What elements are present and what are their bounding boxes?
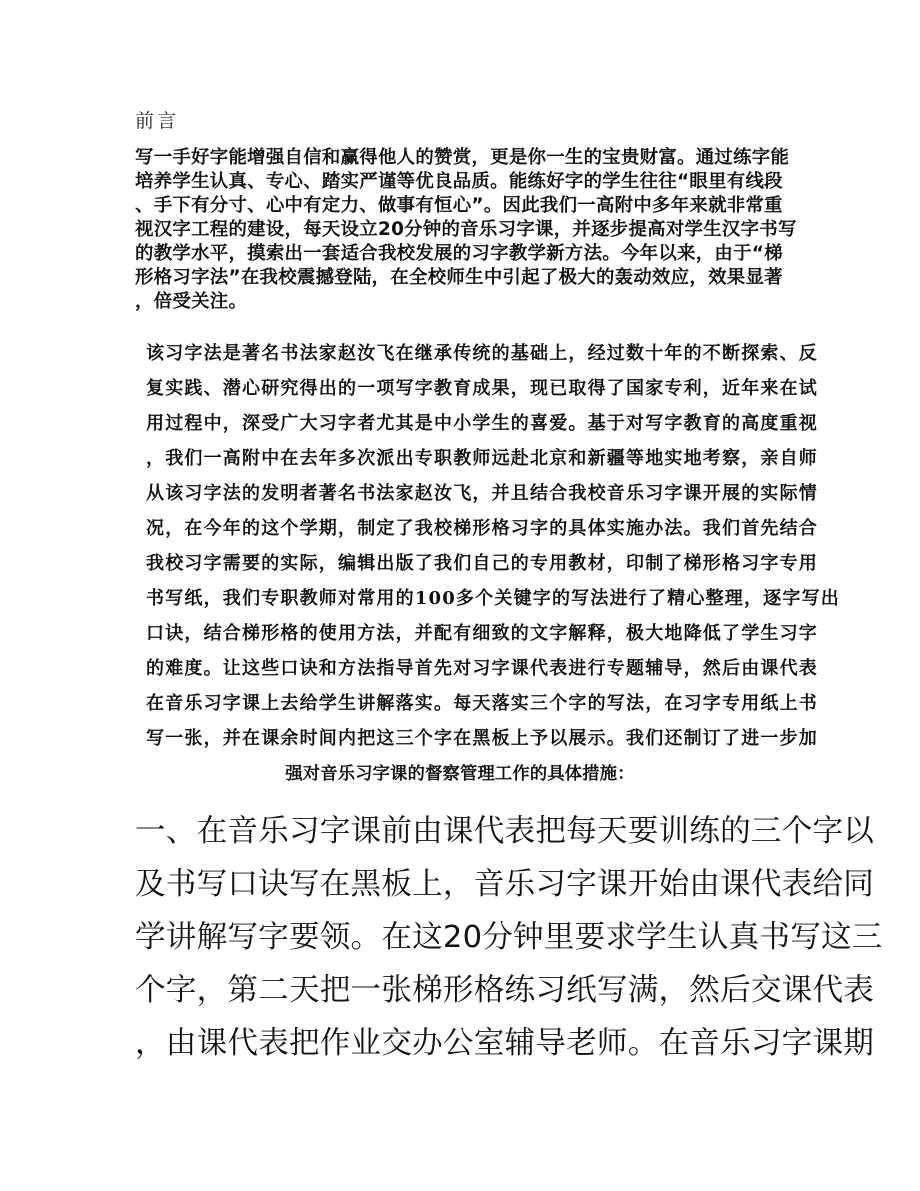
paragraph-line: 视汉字工程的建设，每天设立20分钟的音乐习字课，并逐步提高对学生汉字书写 — [135, 219, 797, 240]
paragraph-line: 我校习字需要的实际，编辑出版了我们自己的专用教材，印制了梯形格习字专用 — [146, 553, 818, 574]
paragraph-line: 学讲解写字要领。在这20分钟里要求学生认真书写这三 — [135, 920, 883, 955]
paragraph-line: 况，在今年的这个学期，制定了我校梯形格习字的具体实施办法。我们首先结合 — [146, 518, 818, 539]
paragraph-line: 、手下有分寸、心中有定力、做事有恒心”。因此我们一高附中多年来就非常重 — [135, 195, 783, 216]
paragraph-line: ，倍受关注。 — [135, 291, 248, 312]
paragraph-line: 在音乐习字课上去给学生讲解落实。每天落实三个字的写法，在习字专用纸上书 — [146, 693, 818, 714]
paragraph-line: 的难度。让这些口诀和方法指导首先对习字课代表进行专题辅导，然后由课代表 — [146, 658, 818, 679]
paragraph-line: 该习字法是著名书法家赵汝飞在继承传统的基础上，经过数十年的不断探索、反 — [146, 343, 818, 364]
paragraph-line: 书写纸，我们专职教师对常用的100多个关键字的写法进行了精心整理，逐字写出 — [146, 588, 840, 609]
paragraph-line: 形格习字法”在我校震撼登陆，在全校师生中引起了极大的轰动效应，效果显著 — [135, 267, 783, 288]
paragraph-line: 个字，第二天把一张梯形格练习纸写满，然后交课代表 — [135, 973, 875, 1008]
page-heading: 前言 — [135, 110, 180, 132]
paragraph-line: 复实践、潜心研究得出的一项写字教育成果，现已取得了国家专利，近年来在试 — [146, 378, 818, 399]
paragraph-line: 的教学水平，摸索出一套适合我校发展的习字教学新方法。今年以来，由于“梯 — [135, 243, 783, 264]
paragraph-line: 口诀，结合梯形格的使用方法，并配有细致的文字解释，极大地降低了学生习字 — [146, 623, 818, 644]
paragraph-line: 强对音乐习字课的督察管理工作的具体措施： — [285, 764, 635, 784]
paragraph-line: 及书写口诀写在黑板上，音乐习字课开始由课代表给同 — [135, 867, 875, 902]
paragraph-line: ，由课代表把作业交办公室辅导老师。在音乐习字课期 — [135, 1026, 875, 1061]
paragraph-line: ，我们一高附中在去年多次派出专职教师远赴北京和新疆等地实地考察，亲自师 — [146, 448, 818, 469]
paragraph-line: 写一张，并在课余时间内把这三个字在黑板上予以展示。我们还制订了进一步加 — [146, 728, 818, 749]
paragraph-line: 写一手好字能增强自信和赢得他人的赞赏，更是你一生的宝贵财富。通过练字能 — [135, 147, 790, 168]
paragraph-line: 用过程中，深受广大习字者尤其是中小学生的喜爱。基于对写字教育的高度重视 — [146, 413, 818, 434]
paragraph-line: 培养学生认真、专心、踏实严谨等优良品质。能练好字的学生往往“眼里有线段 — [135, 171, 783, 192]
paragraph-line: 从该习字法的发明者著名书法家赵汝飞，并且结合我校音乐习字课开展的实际情 — [146, 483, 818, 504]
paragraph-line: 一、在音乐习字课前由课代表把每天要训练的三个字以 — [135, 814, 875, 849]
